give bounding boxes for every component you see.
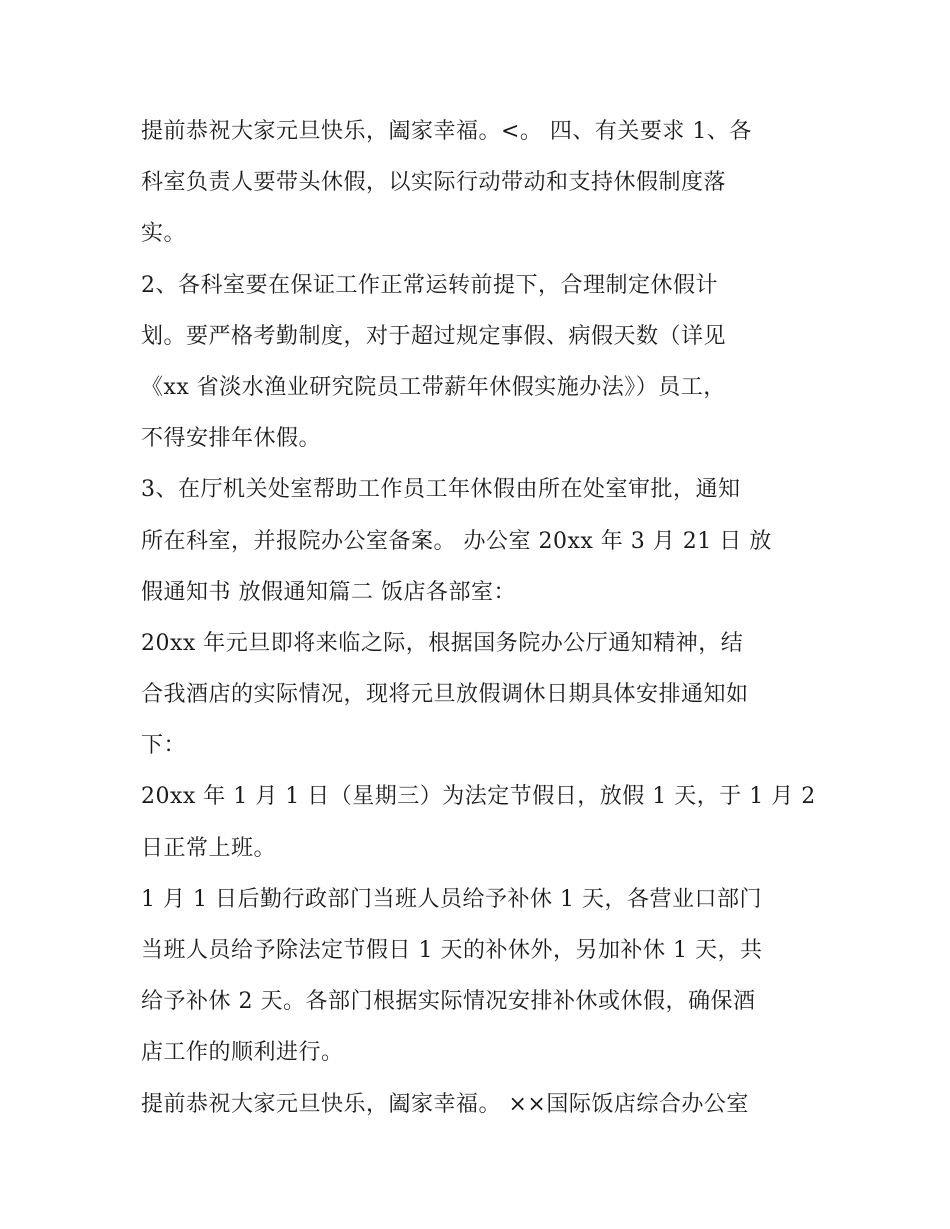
text-line: 所在科室，并报院办公室备案。 办公室 20xx 年 3 月 21 日 放 [141,528,772,554]
text-line: 提前恭祝大家元旦快乐，阖家幸福。<。 四、有关要求 1、各 [141,119,752,144]
text-line: 下： [141,733,187,759]
text-line: 2、各科室要在保证工作正常运转前提下，合理制定休假计 [141,272,718,298]
text-line: 3、在厅机关处室帮助工作员工年休假由所在处室审批，通知 [141,477,741,503]
text-line: 假通知书 放假通知篇二 饭店各部室： [141,579,516,605]
text-line: 划。要严格考勤制度，对于超过规定事假、病假天数（详见 [141,323,727,349]
text-line: 日正常上班。 [141,835,277,861]
text-line: 20xx 年元旦即将来临之际，根据国务院办公厅通知精神，结 [141,630,744,656]
text-line: 当班人员给予除法定节假日 1 天的补休外，另加补休 1 天，共 [141,938,763,963]
text-line: 1 月 1 日后勤行政部门当班人员给予补休 1 天，各营业口部门 [141,886,762,912]
text-line: 合我酒店的实际情况，现将元旦放假调休日期具体安排通知如 [141,682,749,708]
text-line: 20xx 年 1 月 1 日（星期三）为法定节假日，放假 1 天，于 1 月 2 [141,784,816,810]
text-line: 实。 [141,221,187,247]
text-line: 不得安排年休假。 [141,426,322,452]
text-line: 《xx 省淡水渔业研究院员工带薪年休假实施办法》）员工， [141,374,726,400]
text-line: 店工作的顺利进行。 [141,1040,344,1066]
text-line: 提前恭祝大家元旦快乐，阖家幸福。 ××国际饭店综合办公室 [141,1091,749,1117]
text-line: 科室负责人要带头休假，以实际行动带动和支持休假制度落 [141,170,727,196]
document-body [141,106,821,1130]
text-line: 给予补休 2 天。各部门根据实际情况安排补休或休假，确保酒 [141,989,756,1015]
